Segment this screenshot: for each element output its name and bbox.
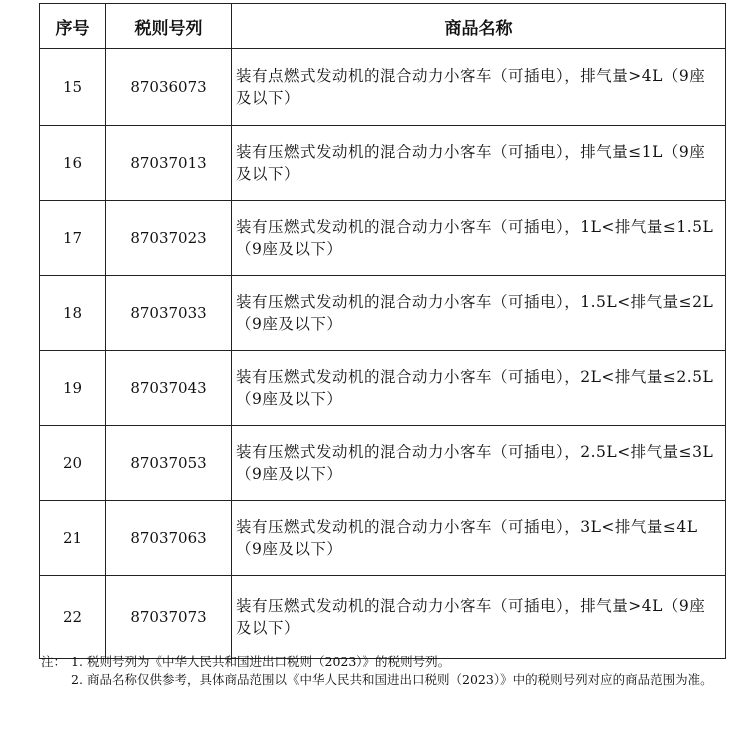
row-tariff-code: 87036073 [106,49,232,126]
table-row [40,126,726,201]
table-row [40,426,726,501]
row-tariff-code: 87037033 [106,276,232,351]
footnote-prefix: 注： [41,654,67,669]
footnotes [41,653,731,689]
row-tariff-code: 87037013 [106,126,232,201]
row-tariff-code: 87037043 [106,351,232,426]
row-product-name: 装有压燃式发动机的混合动力小客车（可插电），3L<排气量≤4L（9座及以下） [232,501,726,576]
row-index: 20 [40,426,106,501]
footnote-item [41,671,731,689]
header-name: 商品名称 [232,4,726,49]
row-tariff-code: 87037023 [106,201,232,276]
row-product-name: 装有压燃式发动机的混合动力小客车（可插电），2L<排气量≤2.5L（9座及以下） [232,351,726,426]
row-product-name: 装有压燃式发动机的混合动力小客车（可插电），排气量≤1L（9座及以下） [232,126,726,201]
row-tariff-code: 87037063 [106,501,232,576]
row-index: 18 [40,276,106,351]
row-product-name: 装有压燃式发动机的混合动力小客车（可插电），排气量>4L（9座及以下） [232,576,726,659]
footnote-item [41,653,731,671]
table-row [40,351,726,426]
footnote-number: 1. [71,654,83,669]
header-index: 序号 [40,4,106,49]
row-index: 16 [40,126,106,201]
tariff-table [39,3,726,659]
row-index: 19 [40,351,106,426]
row-tariff-code: 87037053 [106,426,232,501]
row-index: 17 [40,201,106,276]
header-code: 税则号列 [106,4,232,49]
table-row [40,501,726,576]
row-product-name: 装有压燃式发动机的混合动力小客车（可插电），1.5L<排气量≤2L（9座及以下） [232,276,726,351]
row-product-name: 装有点燃式发动机的混合动力小客车（可插电），排气量>4L（9座及以下） [232,49,726,126]
footnote-text: 商品名称仅供参考，具体商品范围以《中华人民共和国进出口税则（2023）》中的税则号列对应的商品范围为准。 [87,672,713,687]
row-product-name: 装有压燃式发动机的混合动力小客车（可插电），2.5L<排气量≤3L（9座及以下） [232,426,726,501]
table-row [40,49,726,126]
row-index: 21 [40,501,106,576]
table-header-row [40,4,726,49]
tariff-table-wrapper [39,3,725,659]
footnote-number: 2. [71,672,83,687]
table-row [40,276,726,351]
row-product-name: 装有压燃式发动机的混合动力小客车（可插电），1L<排气量≤1.5L（9座及以下） [232,201,726,276]
row-tariff-code: 87037073 [106,576,232,659]
row-index: 22 [40,576,106,659]
table-row [40,576,726,659]
table-row [40,201,726,276]
footnote-text: 税则号列为《中华人民共和国进出口税则（2023）》的税则号列。 [87,654,451,669]
row-index: 15 [40,49,106,126]
